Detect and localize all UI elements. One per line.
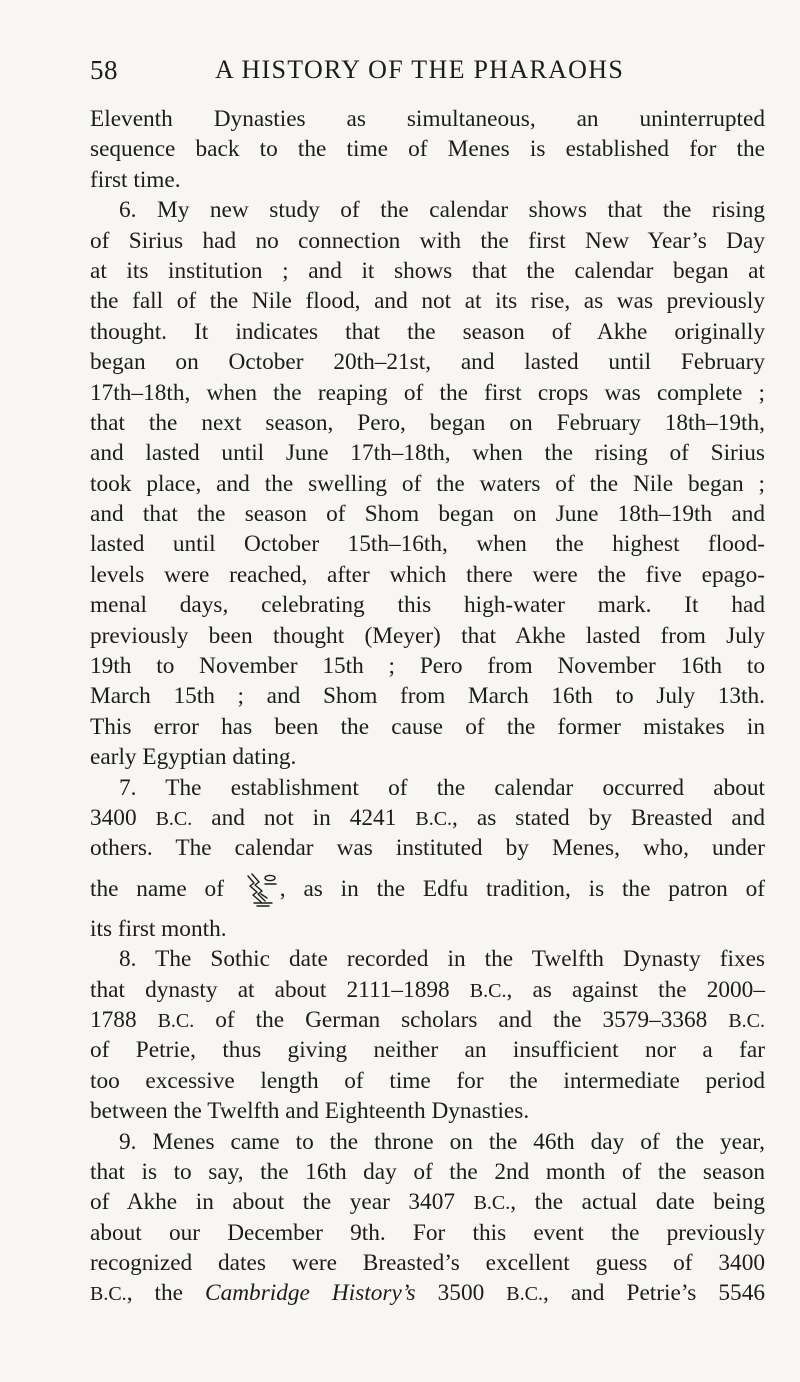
text-line: lasted until October 15th–16th, when the highest flood- (90, 531, 765, 558)
text-line (90, 1005, 765, 1035)
text-line: recognized dates were Breasted’s excellent guess of 3400 (90, 1250, 765, 1277)
text-span: 1788 (90, 1006, 158, 1033)
text-line: sequence back to the time of Menes is established for the (90, 136, 765, 163)
text-span: 3500 (415, 1280, 507, 1307)
text-span: of Akhe in about the year 3407 (90, 1189, 474, 1216)
text-line (90, 1278, 765, 1308)
running-title: A HISTORY OF THE PHARAOHS (215, 55, 625, 84)
text-line: levels were reached, after which there were the five epago- (90, 561, 765, 588)
paragraph-7-start: 7. The establishment of the calendar occurred about (119, 774, 765, 801)
text-span: , the (126, 1280, 206, 1307)
text-line: that is to say, the 16th day of the 2nd month of the season (90, 1158, 765, 1185)
text-line: thought. It indicates that the season of Akhe originally (90, 318, 765, 345)
text-line: menal days, celebrating this high-water mark. It had (90, 592, 765, 619)
text-span: , as stated by Breasted and (452, 804, 766, 831)
text-line: others. The calendar was instituted by Menes, who, under (90, 835, 765, 862)
text-line: began on October 20th–21st, and lasted until February (90, 349, 765, 376)
text-line-with-hieroglyph (90, 864, 765, 914)
text-span: , the actual date being (510, 1189, 765, 1216)
text-line: March 15th ; and Shom from March 16th to July 13th. (90, 683, 765, 710)
text-line: about our December 9th. For this event the previously (90, 1219, 765, 1246)
text-line: at its institution ; and it shows that the calendar began at (90, 257, 765, 284)
text-line: between the Twelfth and Eighteenth Dynasties. (90, 1098, 530, 1125)
text-line: first time. (90, 166, 181, 193)
text-span: the name of (90, 875, 242, 902)
era-abbreviation: B.C. (415, 807, 453, 830)
paragraph-9-start: 9. Menes came to the throne on the 46th day of the year, (119, 1128, 765, 1155)
text-line: previously been thought (Meyer) that Akhe lasted from July (90, 622, 765, 649)
text-line: 17th–18th, when the reaping of the first crops was complete ; (90, 379, 765, 406)
era-abbreviation: B.C. (473, 1192, 511, 1215)
paragraph-6-start: 6. My new study of the calendar shows that the rising (119, 197, 765, 224)
hieroglyph-name-icon (243, 872, 279, 908)
era-abbreviation: B.C. (90, 1283, 127, 1306)
text-line: too excessive length of time for the intermediate period (90, 1067, 765, 1094)
era-abbreviation: B.C. (728, 1009, 765, 1032)
text-line (90, 1187, 765, 1217)
text-line: the fall of the Nile flood, and not at its rise, as was previously (90, 288, 765, 315)
era-abbreviation: B.C. (469, 979, 507, 1002)
text-line (90, 975, 765, 1005)
text-line: and that the season of Shom began on June 18th–19th and (90, 501, 765, 528)
text-line: This error has been the cause of the former mistakes in (90, 713, 765, 740)
text-span: and not in 4241 (192, 804, 416, 831)
text-line: early Egyptian dating. (90, 744, 297, 771)
text-span: , as against the 2000– (506, 976, 765, 1003)
text-line: and lasted until June 17th–18th, when the rising of Sirius (90, 440, 765, 467)
paragraph-8-start: 8. The Sothic date recorded in the Twelfth Dynasty fixes (119, 946, 765, 973)
book-title: Cambridge History’s (205, 1280, 416, 1307)
text-line: of Sirius had no connection with the first New Year’s Day (90, 227, 765, 254)
era-abbreviation: B.C. (506, 1283, 543, 1306)
text-line: its first month. (90, 915, 227, 942)
body-text (90, 104, 765, 1309)
text-line: of Petrie, thus giving neither an insufficient nor a far (90, 1037, 765, 1064)
page-header (90, 55, 710, 95)
text-line: took place, and the swelling of the waters of the Nile began ; (90, 470, 765, 497)
text-span: , and Petrie’s 5546 (542, 1280, 765, 1307)
text-line: Eleventh Dynasties as simultaneous, an uninterrupted (90, 106, 765, 132)
text-span: 3400 (90, 804, 156, 831)
era-abbreviation: B.C. (155, 807, 193, 830)
era-abbreviation: B.C. (157, 1009, 195, 1032)
text-line: 19th to November 15th ; Pero from November 16th to (90, 653, 765, 680)
text-line (90, 803, 765, 833)
text-span: of the German scholars and the 3579–3368 (194, 1006, 729, 1033)
text-span: , as in the Edfu tradition, is the patron of (279, 875, 765, 902)
text-span: that dynasty at about 2111–1898 (90, 976, 470, 1003)
page-number: 58 (90, 55, 118, 85)
text-line: that the next season, Pero, began on February 18th–19th, (90, 409, 765, 436)
